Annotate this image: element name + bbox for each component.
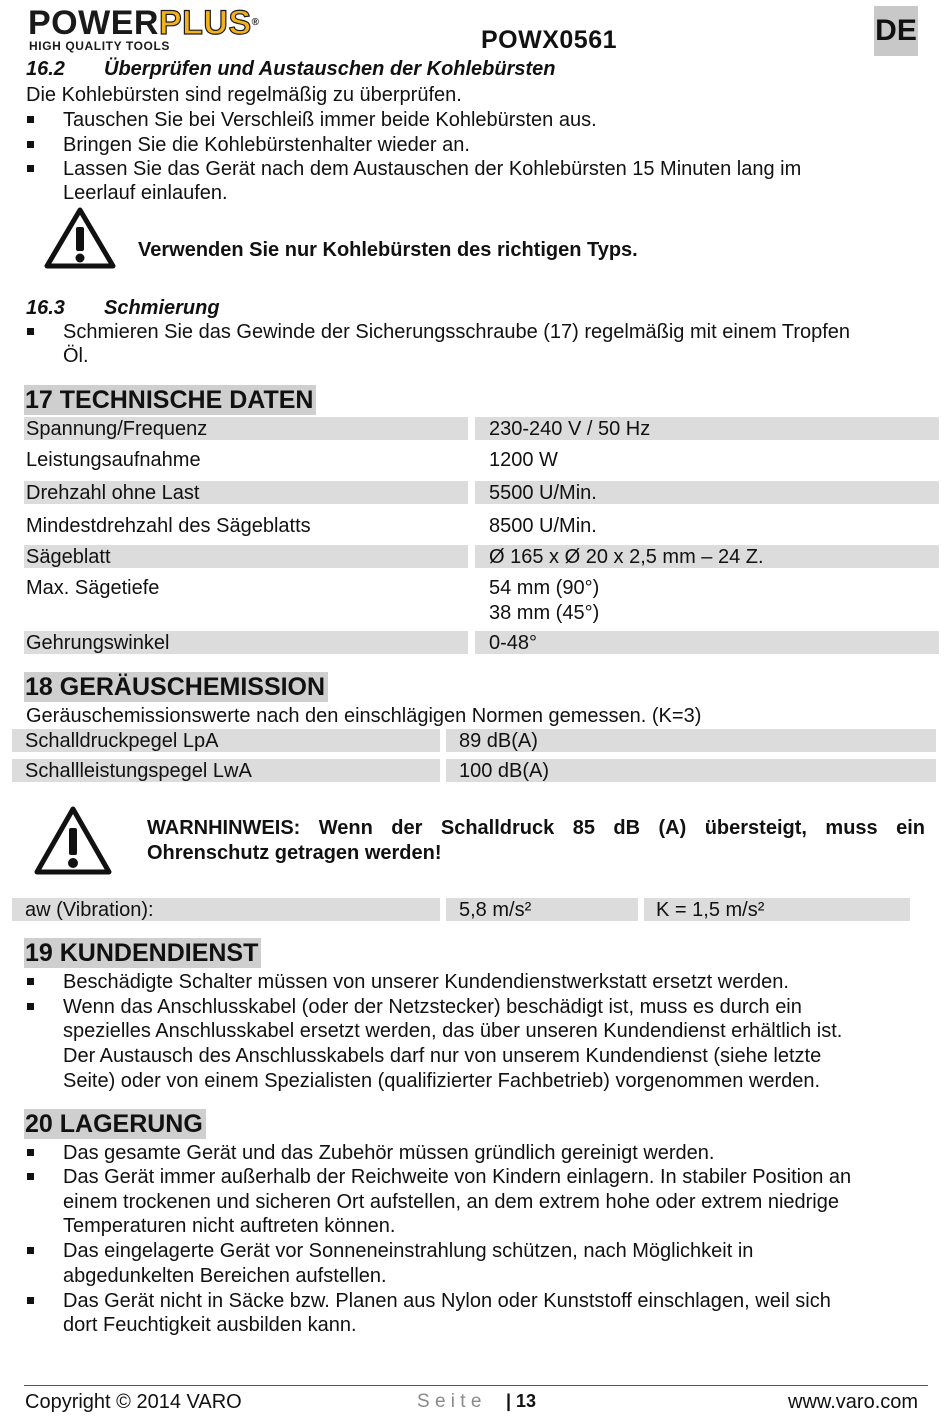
footer-seite-label: S e i t e bbox=[417, 1391, 482, 1412]
language-badge: DE bbox=[874, 6, 918, 56]
bullet-icon bbox=[27, 1149, 34, 1156]
spec-value: 54 mm (90°) bbox=[489, 577, 600, 599]
section-18-title: 18 GERÄUSCHEMISSION bbox=[24, 672, 328, 702]
spec-value: 5500 U/Min. bbox=[489, 482, 597, 504]
list-item: Das gesamte Gerät und das Zubehör müssen gründlich gereinigt werden. bbox=[63, 1142, 715, 1164]
list-item-continuation: abgedunkelten Bereichen aufstellen. bbox=[63, 1265, 387, 1287]
spec-value-secondary: 38 mm (45°) bbox=[489, 602, 600, 624]
noise-value: 89 dB(A) bbox=[459, 730, 538, 752]
section-16-2-heading bbox=[26, 58, 556, 81]
bullet-icon bbox=[27, 116, 34, 123]
bullet-icon bbox=[27, 1247, 34, 1254]
logo-text-dark: POWER bbox=[28, 4, 159, 42]
spec-value: 230-240 V / 50 Hz bbox=[489, 418, 651, 440]
list-item: Tauschen Sie bei Verschleiß immer beide Kohlebürsten aus. bbox=[63, 109, 597, 131]
list-item: Das Gerät immer außerhalb der Reichweite von Kindern einlagern. In stabiler Position an bbox=[63, 1166, 852, 1188]
spec-label: Mindestdrehzahl des Sägeblatts bbox=[26, 515, 311, 537]
footer-divider bbox=[24, 1385, 928, 1386]
section-16-2-intro: Die Kohlebürsten sind regelmäßig zu überprüfen. bbox=[26, 84, 462, 106]
warning-triangle-icon bbox=[34, 806, 112, 876]
table-row-value-bg bbox=[475, 631, 939, 654]
spec-label: Sägeblatt bbox=[26, 546, 111, 568]
vibration-value: 5,8 m/s² bbox=[459, 899, 532, 921]
carbon-brush-warning: Verwenden Sie nur Kohlebürsten des richtigen Typs. bbox=[138, 239, 638, 261]
list-item-continuation: spezielles Anschlusskabel ersetzt werden, das über unseren Kundendienst erhältlich ist. bbox=[63, 1020, 843, 1042]
spec-label: Spannung/Frequenz bbox=[26, 418, 208, 440]
spec-value: 0-48° bbox=[489, 632, 538, 654]
hearing-protection-warning-line2: Ohrenschutz getragen werden! bbox=[147, 842, 442, 864]
noise-label: Schalldruckpegel LpA bbox=[25, 730, 219, 752]
list-item-continuation: Leerlauf einlaufen. bbox=[63, 182, 228, 204]
spec-value: Ø 165 x Ø 20 x 2,5 mm – 24 Z. bbox=[489, 546, 764, 568]
list-item-continuation: Temperaturen nicht auftreten können. bbox=[63, 1215, 396, 1237]
noise-label: Schallleistungspegel LwA bbox=[25, 760, 252, 782]
list-item: Beschädigte Schalter müssen von unserer Kundendienstwerkstatt ersetzt werden. bbox=[63, 971, 789, 993]
section-16-3-heading bbox=[26, 297, 220, 320]
vibration-uncertainty: K = 1,5 m/s² bbox=[656, 899, 765, 921]
section-number: 16.2 bbox=[26, 58, 65, 80]
bullet-icon bbox=[27, 328, 34, 335]
footer-page-number: | 13 bbox=[506, 1391, 537, 1411]
powerplus-logo bbox=[28, 4, 293, 53]
warning-triangle-icon bbox=[44, 207, 116, 269]
spec-value: 1200 W bbox=[489, 449, 558, 471]
section-17-title: 17 TECHNISCHE DATEN bbox=[24, 385, 316, 415]
bullet-icon bbox=[27, 1003, 34, 1010]
hearing-protection-warning-line1: WARNHINWEIS: Wenn der Schalldruck 85 dB (A) übersteigt, muss ein bbox=[147, 817, 925, 839]
bullet-icon bbox=[27, 165, 34, 172]
spec-label: Max. Sägetiefe bbox=[26, 577, 160, 599]
bullet-icon bbox=[27, 1297, 34, 1304]
list-item-continuation: Seite) oder von einem Spezialisten (qualifizierter Fachbetrieb) vorgenommen werden. bbox=[63, 1070, 821, 1092]
spec-value: 8500 U/Min. bbox=[489, 515, 597, 537]
vibration-label: aw (Vibration): bbox=[25, 899, 154, 921]
bullet-icon bbox=[27, 141, 34, 148]
list-item: Wenn das Anschlusskabel (oder der Netzstecker) beschädigt ist, muss es durch ein bbox=[63, 996, 802, 1018]
logo-registered-mark: ® bbox=[251, 17, 260, 28]
list-item-continuation: einem trockenen und sicheren Ort aufstellen, an dem extrem hohe oder extrem niedrige bbox=[63, 1191, 839, 1213]
list-item: Bringen Sie die Kohlebürstenhalter wieder an. bbox=[63, 134, 470, 156]
footer-website-link[interactable]: www.varo.com bbox=[788, 1391, 919, 1413]
section-20-title: 20 LAGERUNG bbox=[24, 1109, 206, 1139]
list-item-continuation: Öl. bbox=[63, 345, 89, 367]
section-18-intro: Geräuschemissionswerte nach den einschlägigen Normen gemessen. (K=3) bbox=[26, 705, 702, 727]
logo-text-accent: PLUS bbox=[158, 4, 252, 42]
section-19-title: 19 KUNDENDIENST bbox=[24, 938, 261, 968]
list-item-continuation: Der Austausch des Anschlusskabels darf nur von unserem Kundendienst (siehe letzte bbox=[63, 1045, 822, 1067]
spec-label: Drehzahl ohne Last bbox=[26, 482, 200, 504]
model-number: POWX0561 bbox=[481, 26, 618, 54]
footer-copyright: Copyright © 2014 VARO bbox=[25, 1391, 242, 1413]
list-item: Schmieren Sie das Gewinde der Sicherungsschraube (17) regelmäßig mit einem Tropfen bbox=[63, 321, 851, 343]
logo-tagline: HIGH QUALITY TOOLS bbox=[29, 39, 171, 53]
list-item: Lassen Sie das Gerät nach dem Austauschen der Kohlebürsten 15 Minuten lang im bbox=[63, 158, 802, 180]
spec-label: Gehrungswinkel bbox=[26, 632, 170, 654]
section-title: Überprüfen und Austauschen der Kohlebürsten bbox=[104, 58, 556, 80]
spec-label: Leistungsaufnahme bbox=[26, 449, 201, 471]
bullet-icon bbox=[27, 1173, 34, 1180]
section-number: 16.3 bbox=[26, 297, 65, 319]
list-item-continuation: dort Feuchtigkeit ausbilden kann. bbox=[63, 1314, 357, 1336]
noise-value: 100 dB(A) bbox=[459, 760, 550, 782]
list-item: Das Gerät nicht in Säcke bzw. Planen aus Nylon oder Kunststoff einschlagen, weil sich bbox=[63, 1290, 831, 1312]
bullet-icon bbox=[27, 978, 34, 985]
list-item: Das eingelagerte Gerät vor Sonneneinstrahlung schützen, nach Möglichkeit in bbox=[63, 1240, 754, 1262]
section-title: Schmierung bbox=[104, 297, 220, 319]
